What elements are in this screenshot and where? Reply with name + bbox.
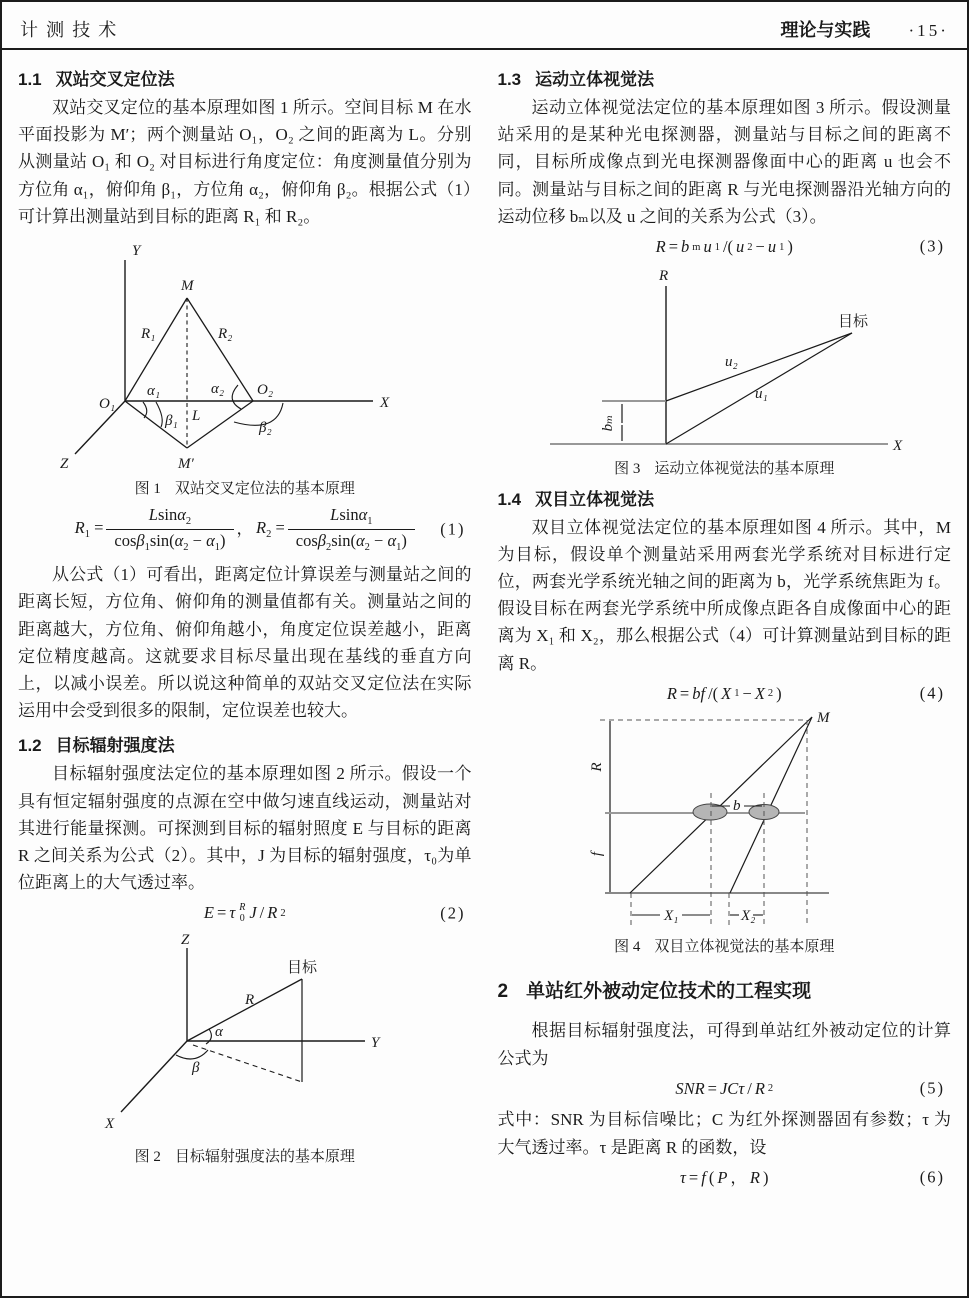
equation-5 <box>498 1079 952 1100</box>
fig3-label-u2: u₂ <box>724 353 738 370</box>
paragraph-1-1-b: 从公式（1）可看出，距离定位计算误差与测量站之间的距离长短，方位角、俯仰角的测量值都有关。测量站之间的距离越大，方位角、俯仰角越小，角度定位误差越小，距离定位精度越高。这就要求目标尽量出现在基线的垂直方向上，以减小误差。所以说这种简单的双站交叉定位法在实际运用中会受到很多的限制，定位误差也较大。 <box>18 565 472 721</box>
paragraph-1-3-a: 运动立体视觉法定位的基本原理如图 3 所示。假设测量站采用的是某种光电探测器，测量站与目标之间的距离不同，目标所成像点到光电探测器像面中心的距离 u 也会不同。测量站与目标之间的距离 R 与光电探测器沿光轴方向的运动位移 bₘ以及 u 之间的关系为公式（3）。 <box>497 98 951 226</box>
fig4-label-m: M <box>817 712 830 727</box>
two-column-body <box>2 50 967 1195</box>
fig1-label-z: Z <box>59 455 69 472</box>
equation-3-number: (3) <box>919 236 945 256</box>
eq1-lhs1: $R_1$ = <box>74 518 104 540</box>
equation-6-number: (6) <box>919 1167 945 1187</box>
fig2-line-r <box>187 979 302 1041</box>
figure-4-caption: 图 4 双目立体视觉法的基本原理 <box>614 939 835 956</box>
fig4-ray-left <box>630 717 812 893</box>
fig1-label-x: X <box>379 394 389 411</box>
fig1-label-y: Y <box>131 242 141 259</box>
fig1-label-l: L <box>191 407 201 424</box>
section-heading-1-2 <box>18 731 472 756</box>
fig1-label-mprime: M′ <box>177 455 194 472</box>
fig1-label-beta1: β₁ <box>164 412 178 429</box>
paragraph-2-b: 式中：SNR 为目标信噪比；C 为红外探测器固有参数；τ 为大气透过率。τ 是距离 R 的函数，设 <box>497 1110 951 1157</box>
page-number: ·15· <box>908 21 949 40</box>
figure-4-drawing <box>584 712 864 934</box>
fig3-label-u1: u₁ <box>754 385 768 402</box>
fig2-label-y: Y <box>370 1035 380 1052</box>
fig2-x-axis <box>121 1041 187 1112</box>
equation-4 <box>498 684 952 705</box>
eq5-body: SNR = JCτ / R 2 <box>675 1078 774 1098</box>
eq6-body: τ = f ( P ， R ) <box>680 1167 769 1187</box>
figure-4 <box>498 712 952 956</box>
fig1-label-m: M <box>180 277 194 294</box>
heading-title: 单站红外被动定位技术的工程实现 <box>526 981 812 1003</box>
paragraph-2-a: 根据目标辐射强度法，可得到单站红外被动定位的计算公式为 <box>497 1021 951 1068</box>
paragraph-1-2-a: 目标辐射强度法定位的基本原理如图 2 所示。假设一个具有恒定辐射强度的点源在空中做匀速直线运动，测量站对其进行能量探测。可探测到目标的辐射照度 E 与目标的距离 R 之间关系为公式（2）。其中，J 为目标的辐射强度，τ₀为单位距离上的大气透过率。 <box>18 764 472 893</box>
eq2-body: E = τ R 0 J / R 2 <box>203 902 286 924</box>
figure-1 <box>18 238 472 498</box>
figure-3-caption: 图 3 运动立体视觉法的基本原理 <box>614 460 835 477</box>
figure-2-caption: 图 2 目标辐射强度法的基本原理 <box>134 1149 355 1166</box>
heading-title: 双站交叉定位法 <box>55 70 175 89</box>
fig2-arc-alpha <box>206 1029 211 1044</box>
heading-number: 1.4 <box>497 489 522 509</box>
fig1-label-alpha2: α₂ <box>210 380 224 397</box>
eq4-body: R = bf /( X 1 − X 2 ) <box>666 683 782 703</box>
heading-title: 目标辐射强度法 <box>55 736 175 756</box>
equation-6 <box>498 1168 952 1189</box>
header-section-label: 理论与实践 <box>780 20 871 40</box>
fig1-line-o1-mprime <box>125 401 187 448</box>
figure-1-drawing <box>35 238 455 476</box>
fig3-label-r: R <box>658 267 668 284</box>
figure-3 <box>498 266 952 478</box>
section-heading-1-3 <box>498 65 952 90</box>
section-heading-1-4 <box>498 485 952 510</box>
section-heading-2 <box>498 976 952 1003</box>
fig3-label-x: X <box>892 437 902 454</box>
equation-1 <box>18 505 472 554</box>
eq1-lhs2: $R_2$ = <box>256 518 285 540</box>
figure-1-caption: 图 1 双站交叉定位法的基本原理 <box>134 480 355 497</box>
fig1-arc-beta1 <box>156 402 162 427</box>
fig2-label-target: 目标 <box>286 960 317 977</box>
heading-title: 运动立体视觉法 <box>535 70 655 89</box>
equation-2-number: (2) <box>440 903 466 923</box>
heading-number: 1.2 <box>18 736 42 756</box>
fig4-label-r: R <box>589 762 606 772</box>
fig1-label-beta2: β₂ <box>258 419 272 436</box>
paragraph-1-1-a: 双站交叉定位的基本原理如图 1 所示。空间目标 M 在水平面投影为 M′；两个测量站 O₁，O₂ 之间的距离为 L。分别从测量站 O₁ 和 O₂ 对目标进行角度定位：角度测量值分别为方位角 α₁，俯仰角 β₁，方位角 α₂，俯仰角 β₂。根据公式（1）可计算出测量站到目标的距离 R₁ 和 R₂。 <box>18 98 472 226</box>
heading-number: 1.3 <box>497 70 522 89</box>
fig3-label-target: 目标 <box>837 313 868 330</box>
paragraph-1-4-a: 双目立体视觉法定位的基本原理如图 4 所示。其中，M 为目标，假设单个测量站采用两套光学系统对目标进行定位，两套光学系统光轴之间的距离为 b，光学系统焦距为 f。假设目标在两套光学系统中所成像点距各自成像面中心的距离为 X₁ 和 X₂，那么根据公式（4）可计算测量站到目标的距离 R。 <box>497 517 951 673</box>
equation-3 <box>498 237 952 258</box>
fig1-arc-alpha2 <box>232 385 241 409</box>
column-left <box>18 58 472 1195</box>
equation-4-number: (4) <box>919 683 945 703</box>
page-header <box>2 2 967 50</box>
fig3-label-bm: bₘ <box>599 414 616 431</box>
figure-3-drawing <box>542 266 907 456</box>
equation-1-number: (1) <box>440 519 466 539</box>
fig2-label-x: X <box>104 1116 114 1133</box>
figure-2-drawing <box>75 932 415 1144</box>
fig2-arc-beta <box>176 1050 208 1059</box>
fig2-label-beta: β <box>191 1060 200 1077</box>
fig2-line-projection-dashed <box>193 1045 302 1082</box>
fig4-label-f: f <box>589 852 606 857</box>
column-right <box>498 58 952 1195</box>
fig4-label-x1: X₁ <box>664 908 679 925</box>
fig1-label-o2: O₂ <box>256 381 273 398</box>
fig4-label-b: b <box>733 798 741 815</box>
heading-title: 双目立体视觉法 <box>535 489 655 509</box>
fig1-label-r1: R₁ <box>140 325 156 342</box>
fig2-label-z: Z <box>180 932 190 949</box>
fig1-label-r2: R₂ <box>217 325 233 342</box>
fig4-label-x2: X₂ <box>741 908 756 925</box>
equation-2 <box>18 903 472 924</box>
heading-number: 2 <box>497 981 509 1003</box>
fig2-label-r: R <box>244 992 254 1009</box>
figure-2 <box>18 932 472 1166</box>
fig1-label-o1: O₁ <box>98 395 115 412</box>
journal-title: 计测技术 <box>20 20 125 40</box>
eq3-body: R = b m u 1 /( u 2 − u 1 ) <box>655 236 793 256</box>
section-heading-1-1 <box>18 65 472 90</box>
eq1-fraction-2: $\frac{Lsin\alpha_1}{\cos\beta_2\sin(\alpha_2 - \alpha_1)}$ <box>288 505 415 554</box>
equation-5-number: (5) <box>919 1078 945 1098</box>
eq1-comma: ， <box>236 519 253 539</box>
heading-number: 1.1 <box>18 70 42 89</box>
fig1-label-alpha1: α₁ <box>146 382 160 399</box>
fig2-label-alpha: α <box>214 1024 223 1041</box>
eq1-fraction-1: $\frac{Lsin\alpha_2}{\cos\beta_1\sin(\alpha_2 - \alpha_1)}$ <box>106 505 233 554</box>
